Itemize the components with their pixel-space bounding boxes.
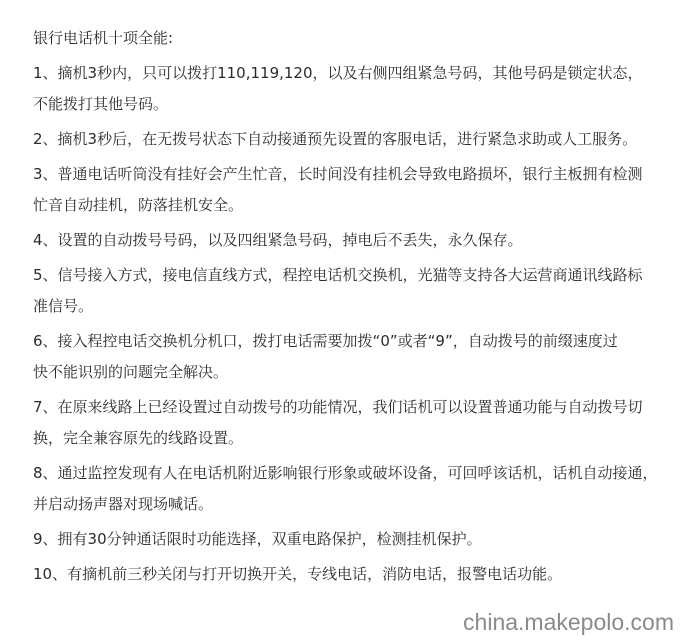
feature-item-5 bbox=[33, 260, 663, 322]
feature-item-3-line-2: 忙音自动挂机，防落挂机安全。 bbox=[33, 196, 244, 214]
feature-item-3 bbox=[33, 159, 663, 221]
feature-item-9-line-1: 9、拥有30分钟通话限时功能选择，双重电路保护，检测挂机保护。 bbox=[33, 530, 482, 548]
feature-item-7 bbox=[33, 392, 663, 454]
feature-item-5-line-1: 5、信号接入方式，接电信直线方式，程控电话机交换机，光猫等支持各大运营商通讯线路标 bbox=[33, 266, 643, 284]
feature-item-7-line-1: 7、在原来线路上已经设置过自动拨号的功能情况，我们话机可以设置普通功能与自动拨号切 bbox=[33, 398, 643, 416]
feature-item-10-line-1: 10、有摘机前三秒关闭与打开切换开关，专线电话，消防电话，报警电话功能。 bbox=[33, 565, 563, 583]
feature-item-2 bbox=[33, 124, 663, 155]
feature-item-6-line-1: 6、接入程控电话交换机分机口，拨打电话需要加拨“0”或者“9”，自动拨号的前缀速度过 bbox=[33, 332, 618, 350]
feature-item-8-line-1: 8、通过监控发现有人在电话机附近影响银行形象或破坏设备，可回呼该话机，话机自动接通， bbox=[33, 464, 658, 482]
feature-item-9 bbox=[33, 524, 663, 555]
feature-item-8 bbox=[33, 458, 663, 520]
feature-item-1 bbox=[33, 58, 663, 120]
feature-document bbox=[33, 23, 663, 594]
feature-item-10 bbox=[33, 559, 663, 590]
feature-item-5-line-2: 准信号。 bbox=[33, 297, 94, 315]
feature-item-6 bbox=[33, 326, 663, 388]
feature-item-1-line-1: 1、摘机3秒内，只可以拨打110,119,120，以及右侧四组紧急号码，其他号码是锁定状态， bbox=[33, 64, 643, 82]
feature-item-4 bbox=[33, 225, 663, 256]
feature-item-6-line-2: 快不能识别的问题完全解决。 bbox=[33, 363, 229, 381]
site-watermark: china.makepolo.com bbox=[463, 609, 674, 635]
feature-item-2-line-1: 2、摘机3秒后，在无拨号状态下自动接通预先设置的客服电话，进行紧急求助或人工服务。 bbox=[33, 130, 638, 148]
feature-item-8-line-2: 并启动扬声器对现场喊话。 bbox=[33, 495, 214, 513]
feature-item-7-line-2: 换，完全兼容原先的线路设置。 bbox=[33, 429, 244, 447]
feature-item-3-line-1: 3、普通电话听筒没有挂好会产生忙音，长时间没有挂机会导致电路损坏，银行主板拥有检测 bbox=[33, 165, 643, 183]
document-title: 银行电话机十项全能: bbox=[33, 29, 174, 47]
feature-item-4-line-1: 4、设置的自动拨号号码，以及四组紧急号码，掉电后不丢失，永久保存。 bbox=[33, 231, 523, 249]
feature-item-1-line-2: 不能拨打其他号码。 bbox=[33, 95, 169, 113]
